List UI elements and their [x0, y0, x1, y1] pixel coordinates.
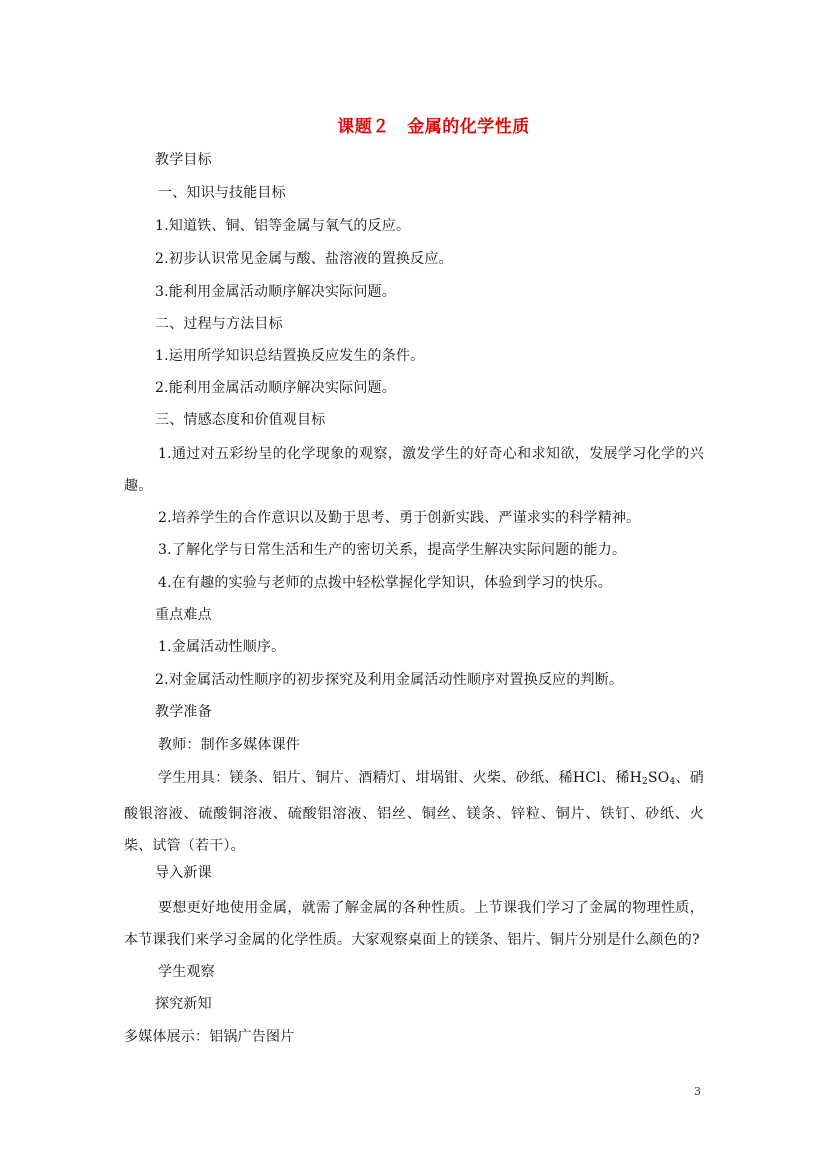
section3-item-4: 4.在有趣的实验与老师的点拨中轻松掌握化学知识，体验到学习的快乐。 [158, 575, 612, 591]
explore-label: 探究新知 [155, 996, 212, 1012]
key-points-item-1: 1.金属活动性顺序。 [158, 639, 286, 655]
page-number: 3 [694, 1085, 701, 1098]
section3-item-1: 1.通过对五彩纷呈的化学现象的观察，激发学生的好奇心和求知欲，发展学习化学的兴趣。 [124, 446, 704, 494]
student-tools-text-pre: 学生用具：镁条、铝片、铜片、酒精灯、坩埚钳、火柴、砂纸、稀HCl、稀H [158, 770, 643, 786]
preparation-teacher: 教师：制作多媒体课件 [158, 737, 300, 753]
section1-item-2: 2.初步认识常见金属与酸、盐溶液的置换反应。 [155, 251, 453, 267]
section1-item-3: 3.能利用金属活动顺序解决实际问题。 [155, 284, 396, 300]
section1-heading: 一、知识与技能目标 [158, 185, 286, 201]
preparation-heading: 教学准备 [155, 704, 212, 720]
intro-heading: 导入新课 [155, 865, 212, 881]
preparation-student-tools [124, 762, 704, 862]
media-label: 多媒体展示：铝锅广告图片 [124, 1029, 295, 1045]
intro-text: 要想更好地使用金属，就需了解金属的各种性质。上节课我们学习了金属的物理性质，本节课我们来学习金属的化学性质。大家观察桌面上的镁条、铝片、铜片分别是什么颜色的? [124, 900, 704, 948]
section2-item-1: 1.运用所学知识总结置换反应发生的条件。 [155, 348, 425, 364]
section2-heading: 二、过程与方法目标 [155, 316, 283, 332]
student-tools-text-mid: SO [647, 770, 670, 786]
observe-label: 学生观察 [158, 964, 215, 980]
key-points-item-2: 2.对金属活动性顺序的初步探究及利用金属活动性顺序对置换反应的判断。 [155, 672, 624, 688]
student-tools-text-post: 、硝酸银溶液、硫酸铜溶液、硫酸铝溶液、铝丝、铜丝、镁条、锌粒、铜片、铁钉、砂纸、火柴、试管（若干）。 [124, 770, 705, 854]
objectives-heading: 教学目标 [155, 152, 212, 168]
section3-item-2: 2.培养学生的合作意识以及勤于思考、勇于创新实践、严谨求实的科学精神。 [158, 510, 641, 526]
page-title: 课题２ 金属的化学性质 [337, 117, 530, 137]
section2-item-2: 2.能利用金属活动顺序解决实际问题。 [155, 380, 396, 396]
section3-heading: 三、情感态度和价值观目标 [155, 412, 326, 428]
o4-subscript: 4 [669, 777, 676, 787]
h2-subscript: 2 [642, 777, 648, 787]
section1-item-1: 1.知道铁、铜、铝等金属与氧气的反应。 [155, 218, 411, 234]
section3-item-3: 3.了解化学与日常生活和生产的密切关系，提高学生解决实际问题的能力。 [158, 542, 627, 558]
key-points-heading: 重点难点 [155, 607, 212, 623]
